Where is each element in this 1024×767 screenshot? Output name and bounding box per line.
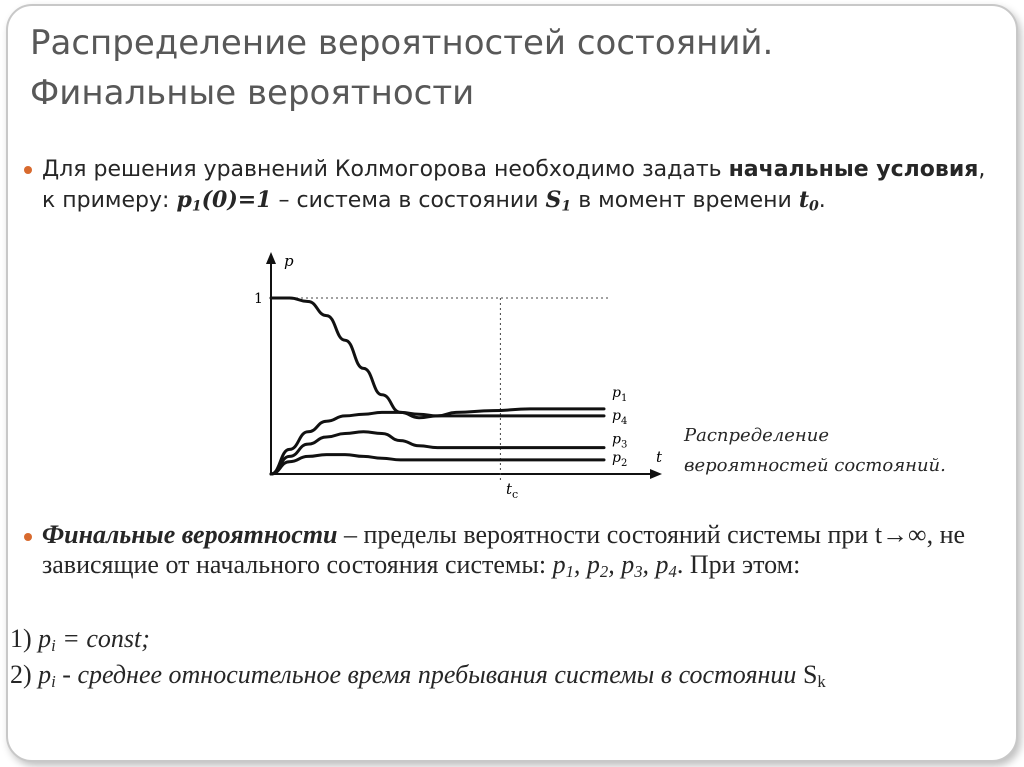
separator: , (573, 550, 587, 579)
bullet-initial-conditions (42, 154, 992, 216)
state-subscript: k (817, 672, 826, 692)
property-text: - среднее относительное время пребывания системы в состоянии (55, 660, 803, 689)
reference-lines (271, 298, 611, 480)
formula-subscript: 1 (191, 198, 202, 215)
series-label-p3 (612, 432, 627, 451)
bullet-icon (24, 533, 32, 541)
tc-sub: c (512, 488, 519, 501)
series-label-base: p (612, 431, 621, 448)
separator: , (608, 550, 622, 579)
tc-base: t (506, 480, 513, 498)
text-segment: . (818, 188, 826, 213)
state-symbol: S (545, 187, 562, 213)
text-segment: – пределы вероятности состояний системы при (337, 520, 875, 549)
formula-rest: (0)=1 (201, 187, 272, 213)
property-2 (10, 660, 826, 690)
p-symbol: p (621, 550, 635, 579)
bold-italic-term: Финальные вероятности (42, 520, 338, 549)
series-label-sub: 3 (620, 439, 628, 451)
series-label-sub: 1 (620, 392, 628, 404)
y-axis-arrow (266, 252, 276, 264)
x-axis-arrow (650, 469, 662, 479)
state-symbol: S (802, 660, 818, 689)
state-s1 (546, 187, 572, 213)
series-label-base: p (612, 407, 621, 424)
y-axis-label: p (284, 252, 294, 270)
series-label-p2 (612, 450, 627, 469)
state-subscript: 1 (561, 198, 572, 215)
time-symbol: t (798, 187, 809, 213)
series-label-p1 (612, 385, 627, 404)
bold-term: начальные условия (728, 157, 979, 182)
series-line-p2 (271, 455, 604, 474)
series-line-p4 (271, 412, 604, 474)
bullet-final-probabilities (42, 520, 1002, 580)
property-text: = const; (55, 624, 150, 653)
y-tick-1: 1 (254, 291, 263, 307)
formula-symbol: p (176, 187, 192, 213)
formula-p1 (176, 187, 271, 213)
p-subscript: 4 (668, 562, 677, 582)
title-line-1: Распределение вероятностей состояний. (30, 23, 774, 63)
probability-chart (240, 248, 680, 518)
series-label-p4 (612, 408, 627, 427)
p-subscript: i (51, 636, 56, 656)
caption-line-1: Распределение (684, 425, 829, 446)
separator: , (642, 550, 656, 579)
text-segment: , к примеру: (42, 157, 986, 213)
series-labels (612, 385, 627, 469)
chart-axes (254, 252, 663, 501)
p-subscript: i (51, 672, 56, 692)
series-label-sub: 2 (620, 457, 628, 469)
p-symbol: p (38, 624, 52, 653)
bullet-icon (24, 166, 32, 174)
series-lines (271, 298, 604, 474)
series-label-sub: 4 (620, 415, 628, 427)
p-symbol: p (552, 550, 566, 579)
text-segment: – система в состоянии (271, 188, 546, 213)
series-line-p3 (271, 432, 604, 474)
property-1 (10, 624, 150, 654)
text-segment: в момент времени (571, 188, 799, 213)
slide-title (30, 18, 990, 118)
x-axis-label: t (656, 448, 663, 466)
p-subscript: 2 (599, 562, 609, 582)
text-segment: , не зависящие от начального состояния системы: (42, 520, 966, 579)
item-number: 2) (10, 660, 39, 689)
p-symbol: p (586, 550, 600, 579)
time-t0 (799, 187, 819, 213)
text-segment: . При этом: (676, 550, 801, 579)
p-symbol: p (38, 660, 52, 689)
series-label-base: p (612, 449, 621, 466)
p-symbol: p (655, 550, 669, 579)
time-subscript: 0 (808, 198, 819, 215)
limit-expression: t→∞ (874, 520, 927, 549)
title-line-2: Финальные вероятности (30, 73, 475, 113)
caption-line-2: вероятностей состояний. (684, 455, 946, 476)
x-marker-tc (506, 480, 518, 501)
item-number: 1) (10, 624, 39, 653)
p-subscript: 3 (634, 562, 643, 582)
series-label-base: p (612, 384, 621, 401)
series-line-p1 (271, 298, 604, 418)
prob-list (552, 550, 677, 582)
chart-caption (684, 421, 1004, 481)
p-subscript: 1 (565, 562, 574, 582)
text-segment: Для решения уравнений Колмогорова необходимо задать (42, 157, 729, 182)
